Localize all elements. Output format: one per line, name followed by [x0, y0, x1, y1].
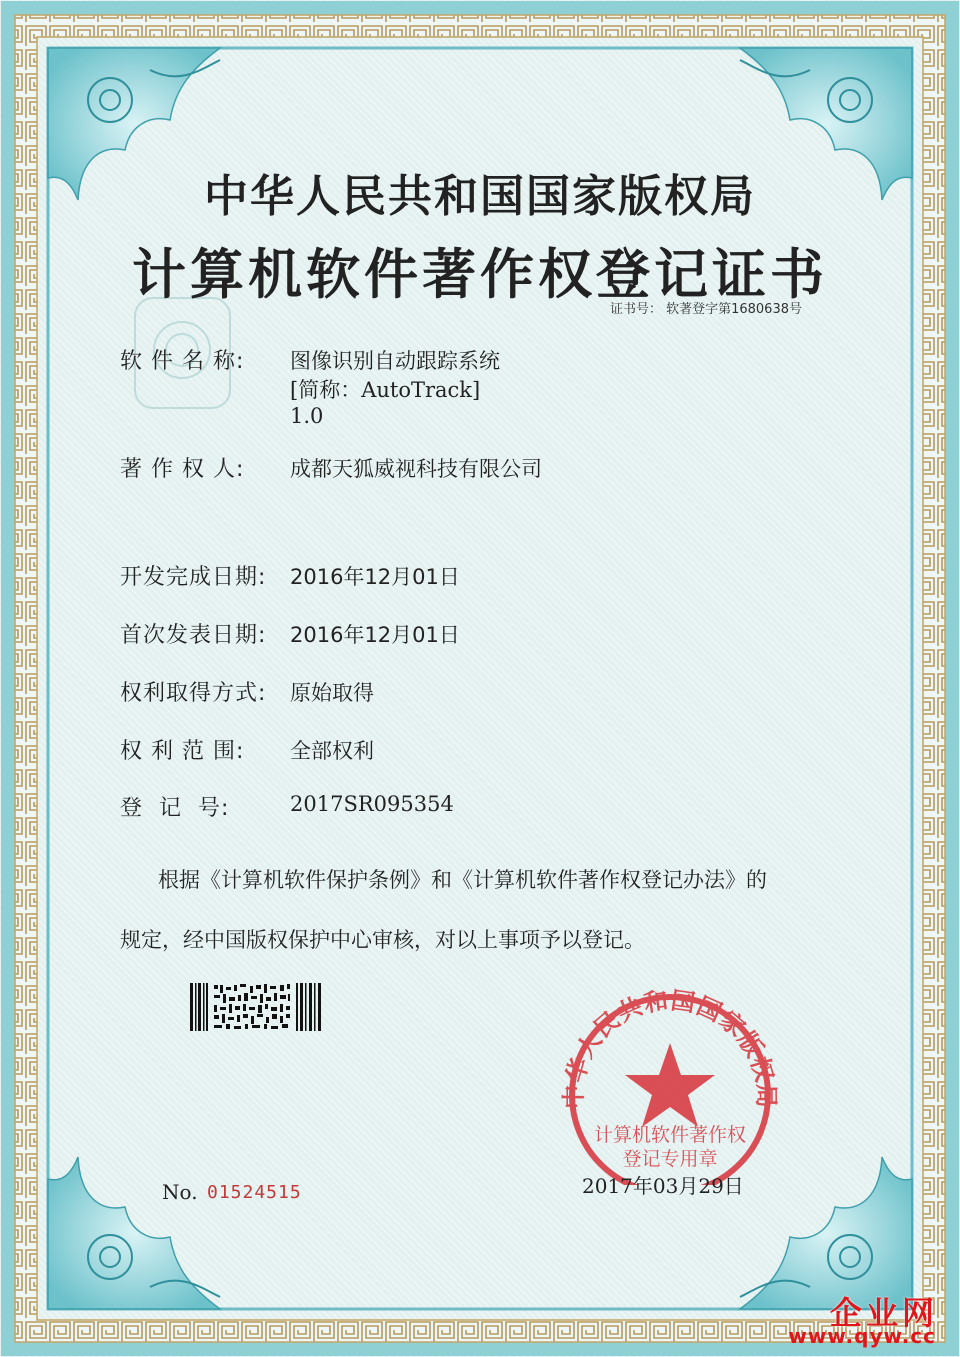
field-label-software-name: 软 件 名 称:: [120, 349, 245, 374]
field-label-copyright-owner: 著 作 权 人:: [120, 457, 245, 482]
serial-label: No.: [162, 1180, 198, 1204]
issuing-authority: 中华人民共和国国家版权局: [204, 171, 756, 222]
field-label-acquisition-method: 权利取得方式:: [120, 681, 267, 706]
watermark-url: www.qyw.cc: [788, 1324, 936, 1348]
field-label-completion-date: 开发完成日期:: [120, 565, 267, 590]
statement-line-2: 规定，经中国版权保护中心审核，对以上事项予以登记。: [120, 928, 645, 952]
field-value-acquisition-method: 原始取得: [290, 681, 374, 705]
field-value-short-name: [简称：AutoTrack]: [290, 378, 481, 402]
field-value-rights-scope: 全部权利: [290, 739, 374, 763]
statement-line-1: 根据《计算机软件保护条例》和《计算机软件著作权登记办法》的: [158, 868, 767, 892]
field-value-publication-date: 2016年12月01日: [290, 623, 460, 647]
serial-number: 01524515: [207, 1182, 302, 1203]
official-seal: [560, 985, 780, 1185]
certificate-number: 证书号： 软著登字第1680638号: [609, 302, 802, 317]
seal-outer-text: 中华人民共和国国家版权局: [560, 986, 780, 1110]
field-value-completion-date: 2016年12月01日: [290, 565, 460, 589]
seal-line-2: 登记专用章: [622, 1148, 718, 1170]
field-value-version: 1.0: [290, 404, 324, 428]
field-label-registration-number: 登 记 号:: [120, 796, 230, 821]
certificate-title: 计算机软件著作权登记证书: [132, 243, 828, 306]
issue-date: 2017年03月29日: [582, 1174, 744, 1198]
seal-line-1: 计算机软件著作权: [593, 1124, 747, 1146]
barcode: [190, 983, 322, 1031]
field-label-publication-date: 首次发表日期:: [120, 623, 267, 648]
watermark-brand: 企业网: [829, 1294, 938, 1332]
field-value-software-name: 图像识别自动跟踪系统: [290, 349, 500, 373]
field-value-copyright-owner: 成都天狐威视科技有限公司: [290, 457, 542, 481]
field-value-registration-number: 2017SR095354: [290, 792, 454, 816]
field-label-rights-scope: 权 利 范 围:: [120, 739, 245, 764]
